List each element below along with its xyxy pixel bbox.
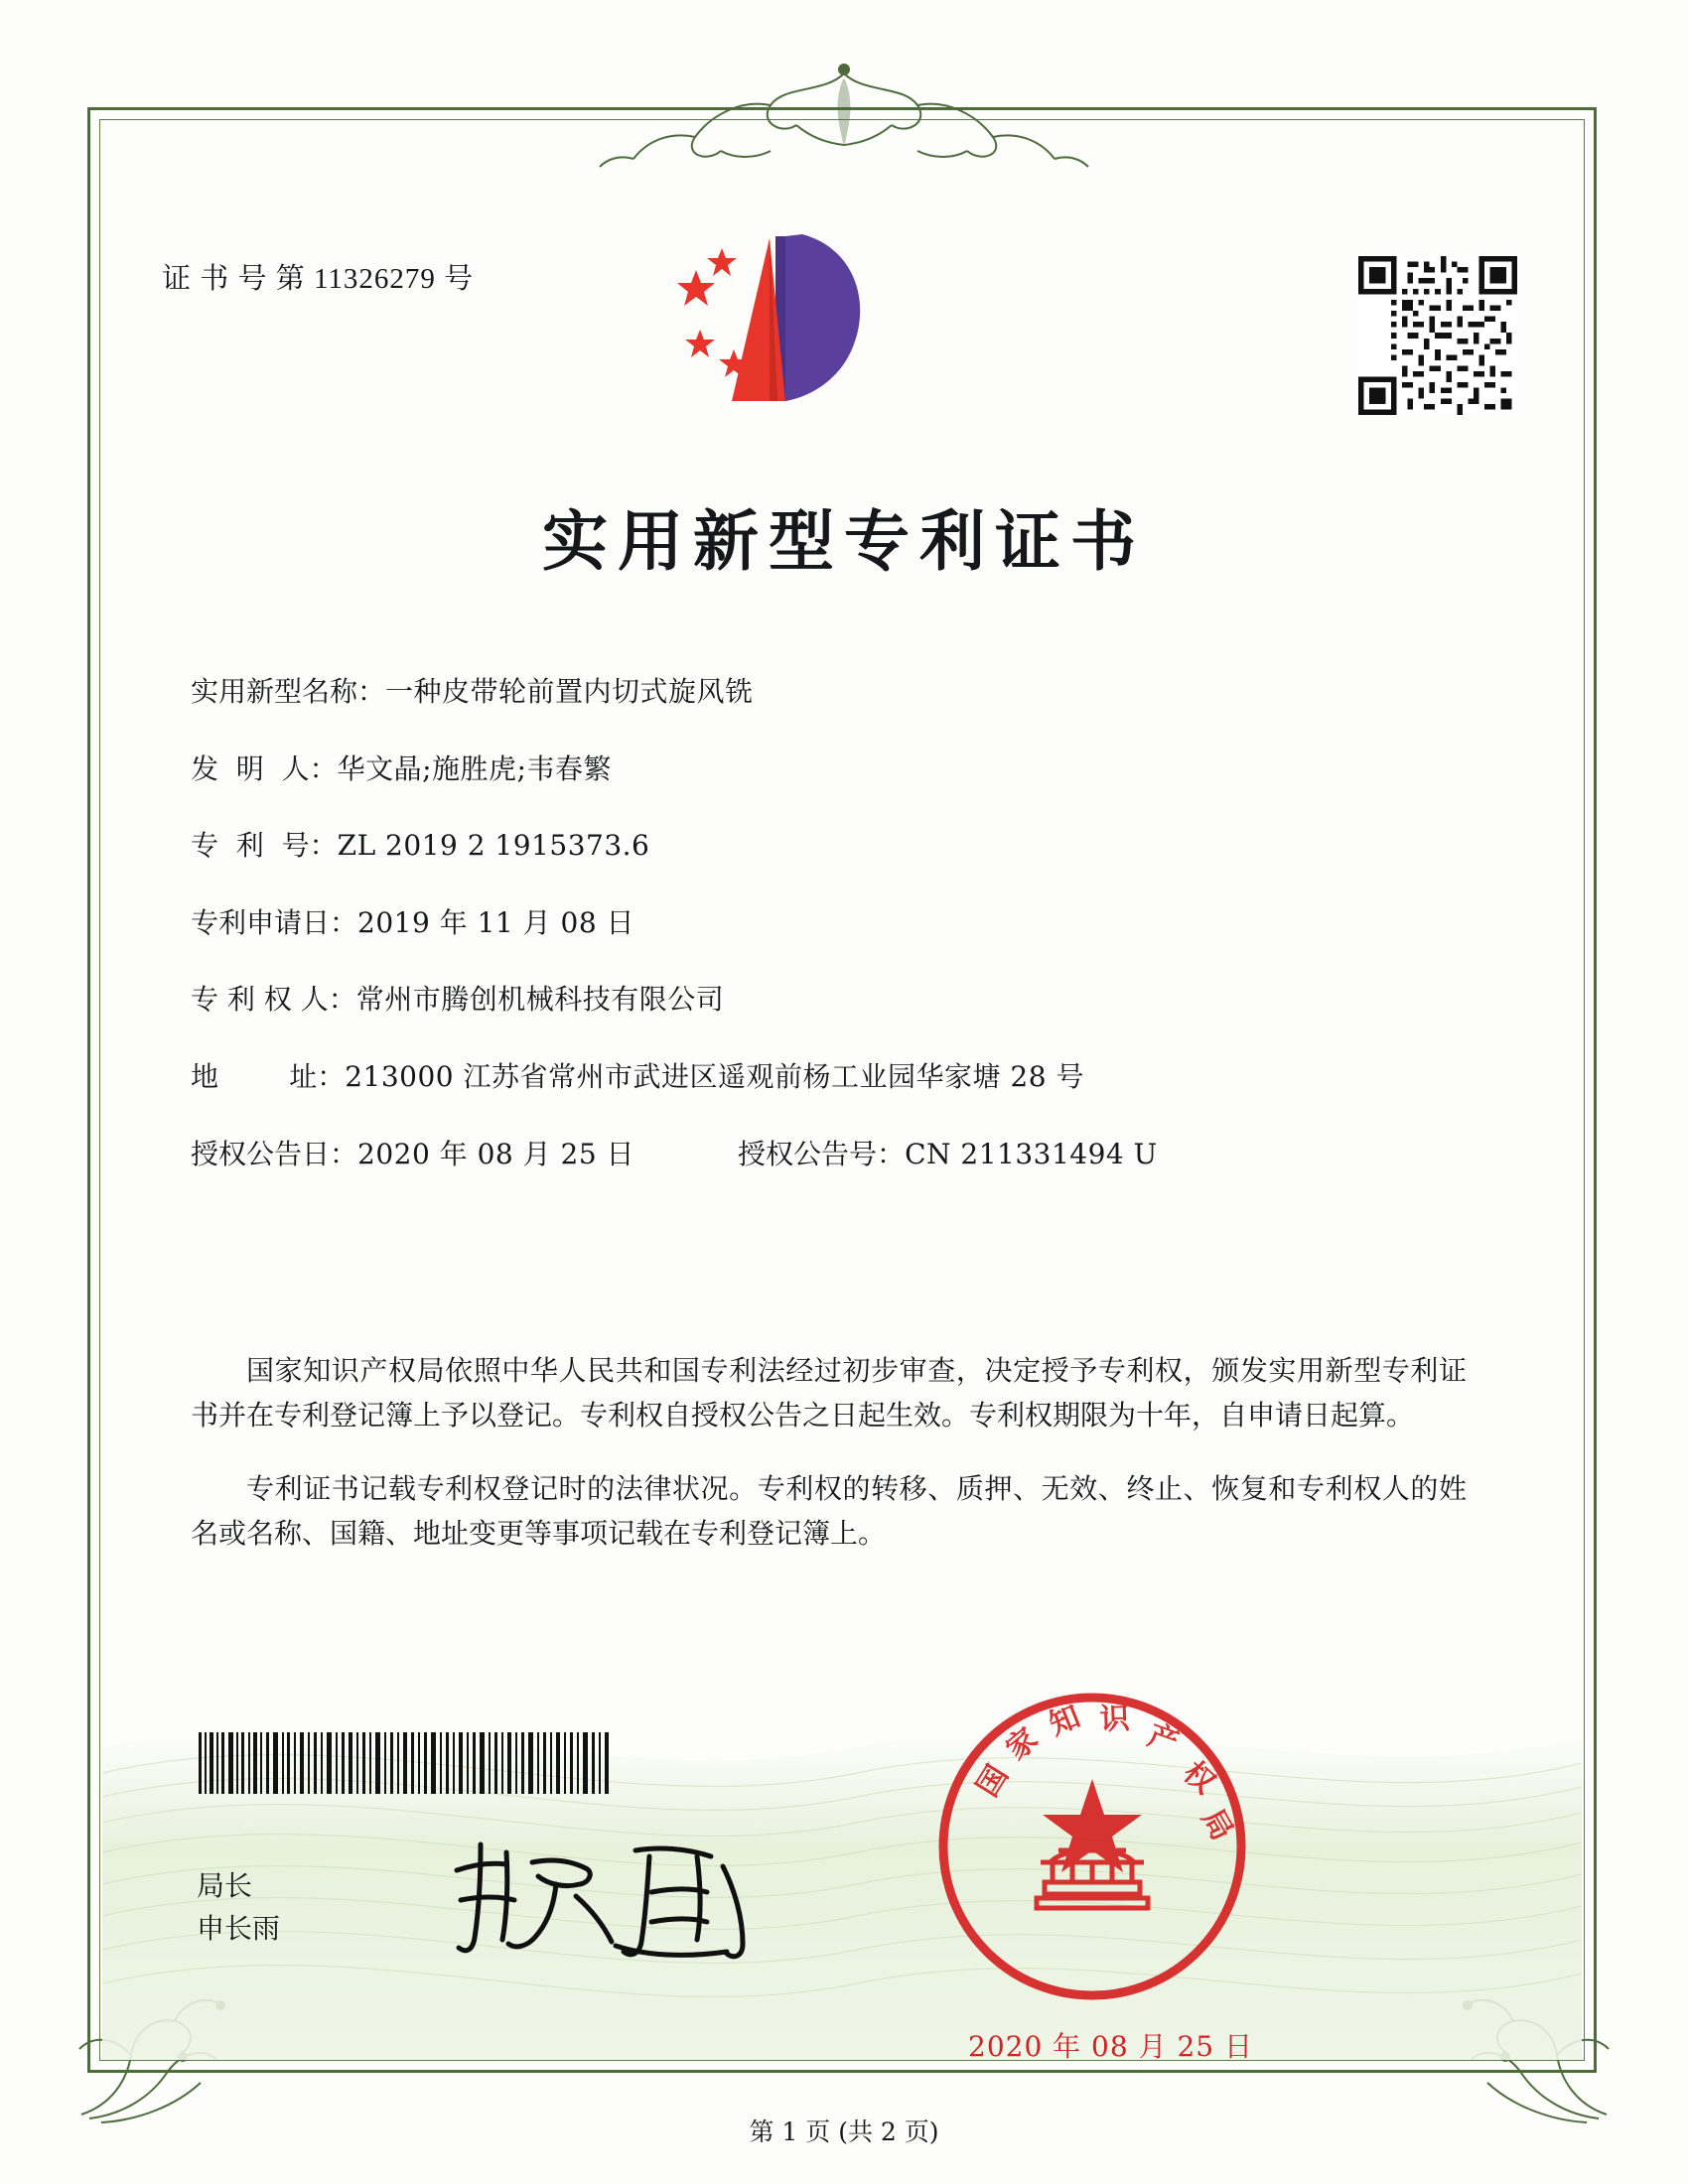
page-footer: 第 1 页 (共 2 页) <box>749 2117 939 2146</box>
field-value: 2019 年 11 月 08 日 <box>357 905 635 939</box>
field-list <box>191 675 1462 1214</box>
grant-date-value: 2020 年 08 月 25 日 <box>357 1137 635 1170</box>
svg-text:识: 识 <box>1099 1701 1131 1737</box>
field-value: 常州市腾创机械科技有限公司 <box>355 983 725 1017</box>
field-value: ZL 2019 2 1915373.6 <box>337 829 650 863</box>
field-patentee <box>191 983 1462 1017</box>
signature-block <box>197 1864 280 1951</box>
official-seal-icon <box>933 1688 1251 2005</box>
field-grant-announcement <box>191 1138 1462 1171</box>
paragraph-grant-statement: 国家知识产权局依照中华人民共和国专利法经过初步审查，决定授予专利权，颁发实用新型专利证书并在专利登记簿上予以登记。专利权自授权公告之日起生效。专利权期限为十年，自申请日起算。 <box>191 1354 1467 1433</box>
certificate-number: 证 书 号 第 11326279 号 <box>162 263 475 295</box>
grant-date-label: 授权公告日： <box>191 1137 358 1170</box>
barcode <box>197 1732 614 1794</box>
field-utility-model-name <box>191 675 1462 709</box>
field-inventors <box>191 752 1462 786</box>
svg-text:家: 家 <box>999 1721 1046 1768</box>
field-address <box>191 1060 1462 1094</box>
field-label: 专 利 权 人： <box>191 983 356 1017</box>
field-patent-number <box>191 829 1462 863</box>
field-value: 华文晶;施胜虎;韦春繁 <box>337 751 612 785</box>
seal-date: 2020 年 08 月 25 日 <box>968 2030 1254 2063</box>
field-label: 地 址： <box>191 1059 346 1093</box>
svg-text:产: 产 <box>1143 1717 1184 1761</box>
director-role-label: 局长 <box>197 1869 253 1902</box>
field-label: 专利申请日： <box>191 905 358 939</box>
field-value: 一种皮带轮前置内切式旋风铣 <box>385 675 754 708</box>
page-title: 实用新型专利证书 <box>542 502 1146 580</box>
field-label: 专 利 号： <box>191 829 338 863</box>
paragraph-registry-statement: 专利证书记载专利权登记时的法律状况。专利权的转移、质押、无效、终止、恢复和专利权人的姓名或名称、国籍、地址变更等事项记载在专利登记簿上。 <box>191 1471 1467 1551</box>
body-text <box>191 1320 1467 1570</box>
svg-text:局: 局 <box>1195 1803 1240 1846</box>
handwritten-signature-icon <box>437 1827 774 1966</box>
qr-code-icon <box>1358 256 1517 415</box>
field-label: 发 明 人： <box>191 751 338 785</box>
cnipa-logo-icon <box>660 226 909 420</box>
field-label: 实用新型名称： <box>191 675 386 708</box>
field-value: 213000 江苏省常州市武进区遥观前杨工业园华家塘 28 号 <box>345 1059 1084 1093</box>
grant-number-value: CN 211331494 U <box>905 1137 1158 1170</box>
svg-text:权: 权 <box>1176 1754 1222 1802</box>
director-name: 申长雨 <box>197 1912 281 1946</box>
svg-text:知: 知 <box>1044 1699 1085 1743</box>
svg-text:国: 国 <box>970 1759 1016 1804</box>
field-application-date <box>191 906 1462 940</box>
grant-number-label: 授权公告号： <box>738 1137 906 1170</box>
